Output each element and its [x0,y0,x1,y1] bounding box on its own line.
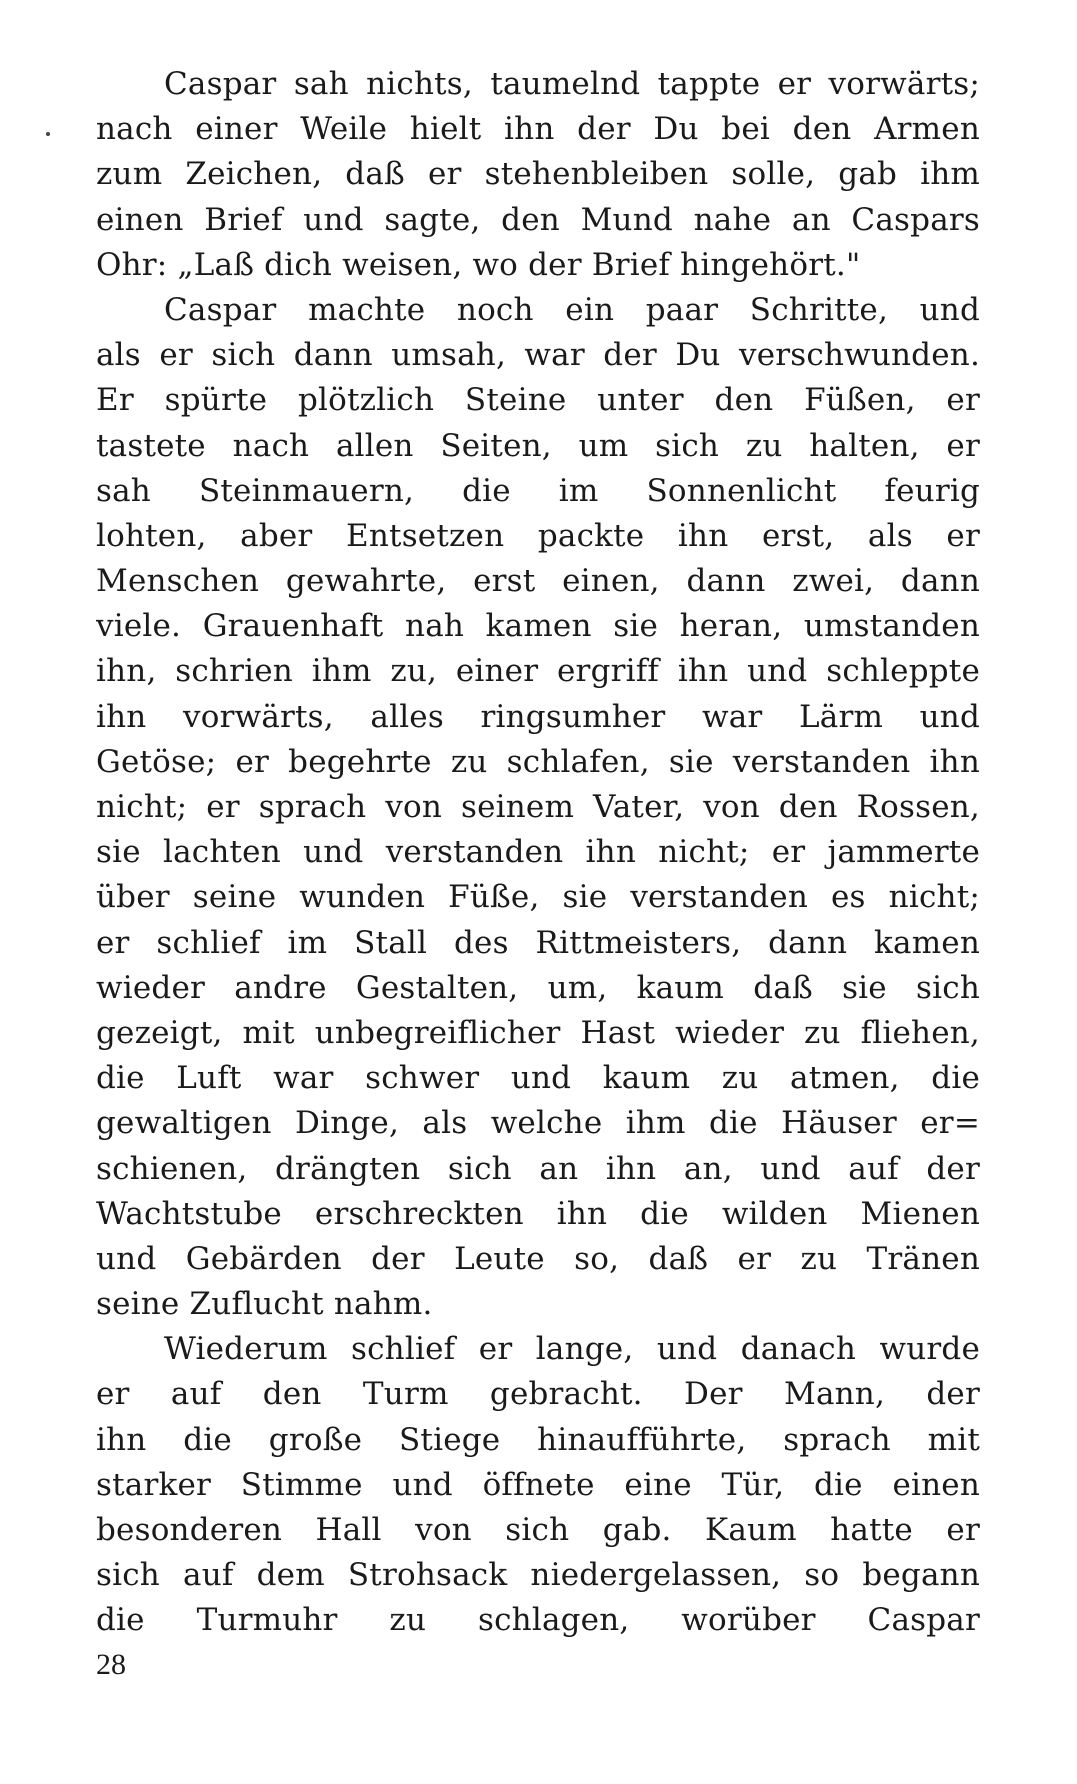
text-line: zum Zeichen, daß er stehenbleiben solle, gab ihm [96,156,980,193]
text-line: als er sich dann umsah, war der Du verschwunden. [96,337,980,374]
text-line: sie lachten und verstanden ihn nicht; er jammerte [96,834,980,871]
text-line: besonderen Hall von sich gab. Kaum hatte er [96,1512,980,1548]
text-line: gewaltigen Dinge, als welche ihm die Häuser er= [96,1105,980,1142]
text-line: und Gebärden der Leute so, daß er zu Tränen [96,1240,980,1277]
text-line: Menschen gewahrte, erst einen, dann zwei, dann [96,563,980,600]
text-line: sah Steinmauern, die im Sonnenlicht feurig [96,472,980,509]
text-line: einen Brief und sagte, den Mund nahe an Caspars [96,201,980,238]
page-number: 28 [96,1648,126,1681]
text-line: Caspar machte noch ein paar Schritte, und [164,291,980,328]
text-line: lohten, aber Entsetzen packte ihn erst, als er [96,517,980,554]
text-line: wieder andre Gestalten, um, kaum daß sie sich [96,969,980,1006]
text-line: über seine wunden Füße, sie verstanden es nicht; [96,879,980,916]
text-line: Wachtstube erschreckten ihn die wilden Mienen [96,1195,980,1232]
text-line: die Luft war schwer und kaum zu atmen, die [96,1060,980,1097]
text-line: er auf den Turm gebracht. Der Mann, der [96,1376,980,1413]
text-line: er schlief im Stall des Rittmeisters, dann kamen [96,924,980,961]
text-line: starker Stimme und öffnete eine Tür, die einen [96,1466,980,1503]
text-line: Er spürte plötzlich Steine unter den Füßen, er [96,382,980,419]
body-text [96,62,980,1644]
text-line: nicht; er sprach von seinem Vater, von den Rossen, [96,789,980,825]
ink-speck [46,132,50,136]
text-line: Ohr: „Laß dich weisen, wo der Brief hingehört." [96,246,861,283]
text-line: Wiederum schlief er lange, und danach wurde [164,1331,980,1368]
text-line: schienen, drängten sich an ihn an, und auf der [96,1150,980,1187]
text-line: ihn, schrien ihm zu, einer ergriff ihn und schleppte [96,653,980,690]
text-line: Getöse; er begehrte zu schlafen, sie verstanden ihn [96,743,980,780]
text-line: sich auf dem Strohsack niedergelassen, so begann [96,1557,980,1594]
text-line: tastete nach allen Seiten, um sich zu halten, er [96,427,980,464]
text-line: viele. Grauenhaft nah kamen sie heran, umstanden [96,608,980,645]
text-line: ihn vorwärts, alles ringsumher war Lärm und [96,698,980,735]
text-line: ihn die große Stiege hinaufführte, sprach mit [96,1421,980,1458]
text-line: gezeigt, mit unbegreiflicher Hast wieder zu fliehen, [96,1014,980,1051]
text-line: nach einer Weile hielt ihn der Du bei den Armen [96,111,980,148]
text-line: seine Zuflucht nahm. [96,1286,433,1323]
text-line: Caspar sah nichts, taumelnd tappte er vorwärts; [164,66,980,102]
text-line: die Turmuhr zu schlagen, worüber Caspar [96,1602,980,1639]
